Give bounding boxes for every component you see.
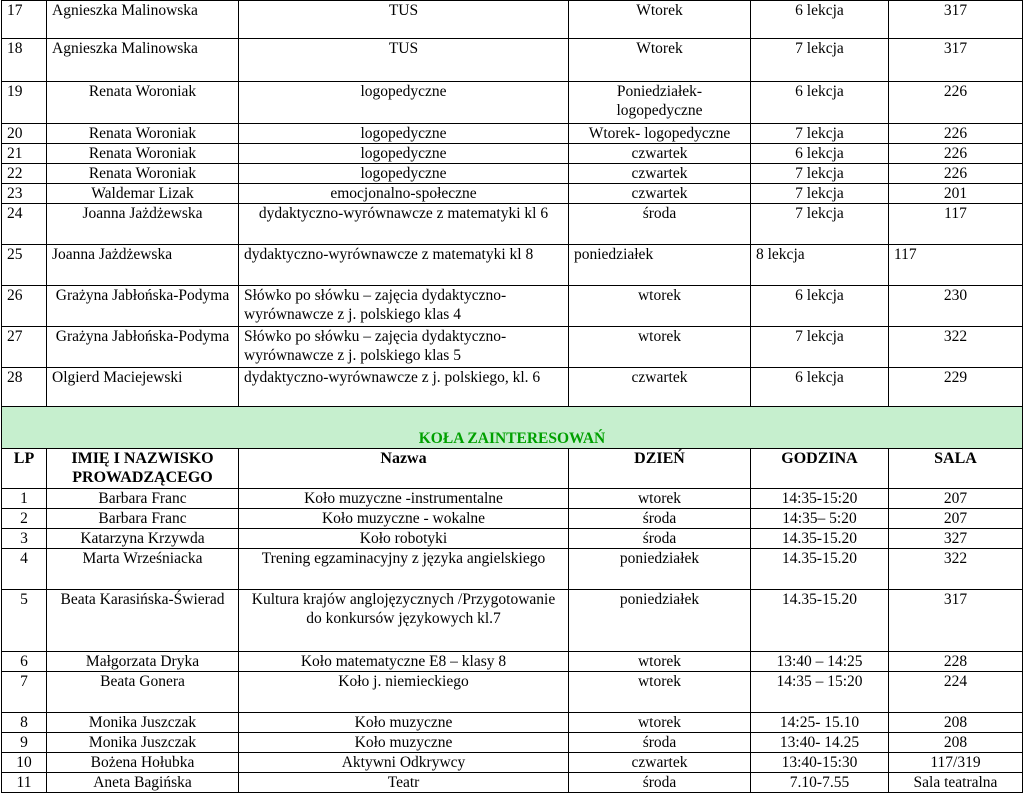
cell-time: 6 lekcja [751, 368, 889, 407]
cell-lp: 9 [2, 733, 47, 753]
cell-room: 226 [889, 124, 1023, 144]
cell-subject: Koło muzyczne -instrumentalne [239, 489, 569, 509]
cell-lp: 2 [2, 509, 47, 529]
cell-lp: 28 [2, 368, 47, 407]
cell-day: wtorek [569, 672, 751, 713]
table-row [2, 509, 1023, 529]
cell-time: 14:35-15:20 [751, 489, 889, 509]
cell-room: 208 [889, 713, 1023, 733]
cell-time: 7 lekcja [751, 124, 889, 144]
table-row [2, 753, 1023, 773]
cell-name: Renata Woroniak [47, 144, 239, 164]
cell-name: Grażyna Jabłońska-Podyma [47, 286, 239, 327]
cell-day: Wtorek- logopedyczne [569, 124, 751, 144]
cell-time: 13:40 – 14:25 [751, 652, 889, 672]
cell-lp: 5 [2, 590, 47, 652]
table-row [2, 39, 1023, 82]
section-header-row [2, 407, 1023, 449]
table-row [2, 245, 1023, 286]
cell-name: Grażyna Jabłońska-Podyma [47, 327, 239, 368]
cell-name: Renata Woroniak [47, 124, 239, 144]
cell-subject: Koło robotyki [239, 529, 569, 549]
cell-day: poniedziałek [569, 245, 751, 286]
cell-name: Bożena Hołubka [47, 753, 239, 773]
cell-day: czwartek [569, 184, 751, 204]
cell-subject: dydaktyczno-wyrównawcze z j. polskiego, kl. 6 [239, 368, 569, 407]
cell-day: wtorek [569, 713, 751, 733]
cell-lp: 8 [2, 713, 47, 733]
cell-room: 226 [889, 144, 1023, 164]
cell-name: Katarzyna Krzywda [47, 529, 239, 549]
header-time: GODZINA [751, 449, 889, 489]
cell-subject: TUS [239, 39, 569, 82]
cell-lp: 18 [2, 39, 47, 82]
cell-name: Renata Woroniak [47, 164, 239, 184]
cell-subject: logopedyczne [239, 164, 569, 184]
cell-lp: 3 [2, 529, 47, 549]
cell-subject: dydaktyczno-wyrównawcze z matematyki kl 8 [239, 245, 569, 286]
cell-name: Barbara Franc [47, 509, 239, 529]
table-row [2, 672, 1023, 713]
cell-name: Małgorzata Dryka [47, 652, 239, 672]
cell-day: środa [569, 733, 751, 753]
cell-time: 13:40-15:30 [751, 753, 889, 773]
cell-lp: 26 [2, 286, 47, 327]
cell-subject: Trening egzaminacyjny z języka angielskiego [239, 549, 569, 590]
cell-time: 14.35-15.20 [751, 549, 889, 590]
cell-room: 317 [889, 1, 1023, 39]
cell-day: czwartek [569, 144, 751, 164]
cell-time: 7 lekcja [751, 204, 889, 245]
cell-name: Barbara Franc [47, 489, 239, 509]
table-row [2, 184, 1023, 204]
cell-lp: 19 [2, 82, 47, 124]
cell-room: Sala teatralna [889, 773, 1023, 793]
cell-day: czwartek [569, 164, 751, 184]
cell-subject: logopedyczne [239, 144, 569, 164]
schedule-table [1, 0, 1023, 793]
cell-time: 8 lekcja [751, 245, 889, 286]
cell-subject: Słówko po słówku – zajęcia dydaktyczno-wyrównawcze z j. polskiego klas 5 [239, 327, 569, 368]
cell-room: 207 [889, 489, 1023, 509]
cell-lp: 4 [2, 549, 47, 590]
table-row [2, 529, 1023, 549]
cell-name: Olgierd Maciejewski [47, 368, 239, 407]
cell-subject: Słówko po słówku – zajęcia dydaktyczno-wyrównawcze z j. polskiego klas 4 [239, 286, 569, 327]
cell-name: Aneta Bagińska [47, 773, 239, 793]
cell-lp: 23 [2, 184, 47, 204]
cell-time: 6 lekcja [751, 82, 889, 124]
cell-room: 230 [889, 286, 1023, 327]
table-row [2, 368, 1023, 407]
cell-subject: Aktywni Odkrywcy [239, 753, 569, 773]
cell-name: Agnieszka Malinowska [47, 39, 239, 82]
cell-subject: Kultura krajów anglojęzycznych /Przygotowanie do konkursów językowych kl.7 [239, 590, 569, 652]
cell-time: 7 lekcja [751, 39, 889, 82]
cell-lp: 10 [2, 753, 47, 773]
cell-lp: 7 [2, 672, 47, 713]
cell-subject: Koło matematyczne E8 – klasy 8 [239, 652, 569, 672]
header-lp: LP [2, 449, 47, 489]
cell-room: 322 [889, 327, 1023, 368]
cell-day: środa [569, 773, 751, 793]
cell-time: 7 lekcja [751, 184, 889, 204]
cell-room: 322 [889, 549, 1023, 590]
cell-time: 14:25- 15.10 [751, 713, 889, 733]
table-row [2, 733, 1023, 753]
cell-room: 317 [889, 39, 1023, 82]
cell-subject: Koło muzyczne [239, 733, 569, 753]
header-name: IMIĘ I NAZWISKO PROWADZĄCEGO [47, 449, 239, 489]
cell-day: czwartek [569, 368, 751, 407]
bottom-rows [2, 489, 1023, 793]
cell-day: wtorek [569, 286, 751, 327]
table-row [2, 286, 1023, 327]
cell-lp: 27 [2, 327, 47, 368]
cell-subject: logopedyczne [239, 124, 569, 144]
cell-lp: 20 [2, 124, 47, 144]
header-room: SALA [889, 449, 1023, 489]
cell-name: Marta Wrześniacka [47, 549, 239, 590]
cell-day: wtorek [569, 489, 751, 509]
cell-room: 228 [889, 652, 1023, 672]
cell-name: Joanna Jażdżewska [47, 245, 239, 286]
table-row [2, 773, 1023, 793]
cell-room: 224 [889, 672, 1023, 713]
cell-subject: TUS [239, 1, 569, 39]
cell-time: 14.35-15.20 [751, 529, 889, 549]
cell-subject: Teatr [239, 773, 569, 793]
cell-lp: 17 [2, 1, 47, 39]
cell-day: środa [569, 509, 751, 529]
cell-subject: Koło j. niemieckiego [239, 672, 569, 713]
cell-time: 6 lekcja [751, 286, 889, 327]
cell-day: środa [569, 529, 751, 549]
table-row [2, 713, 1023, 733]
cell-room: 226 [889, 164, 1023, 184]
cell-day: Poniedziałek- logopedyczne [569, 82, 751, 124]
cell-room: 117 [889, 204, 1023, 245]
cell-lp: 21 [2, 144, 47, 164]
table-row [2, 652, 1023, 672]
table-row [2, 327, 1023, 368]
cell-day: Wtorek [569, 1, 751, 39]
cell-name: Beata Karasińska-Świerad [47, 590, 239, 652]
cell-day: poniedziałek [569, 590, 751, 652]
header-day: DZIEŃ [569, 449, 751, 489]
cell-name: Monika Juszczak [47, 713, 239, 733]
cell-subject: logopedyczne [239, 82, 569, 124]
cell-room: 229 [889, 368, 1023, 407]
table-row [2, 144, 1023, 164]
table-row [2, 1, 1023, 39]
cell-time: 7 lekcja [751, 164, 889, 184]
cell-name: Waldemar Lizak [47, 184, 239, 204]
cell-lp: 11 [2, 773, 47, 793]
cell-name: Joanna Jażdżewska [47, 204, 239, 245]
cell-room: 201 [889, 184, 1023, 204]
cell-name: Agnieszka Malinowska [47, 1, 239, 39]
cell-time: 7 lekcja [751, 327, 889, 368]
cell-subject: emocjonalno-społeczne [239, 184, 569, 204]
table-row [2, 124, 1023, 144]
cell-subject: Koło muzyczne - wokalne [239, 509, 569, 529]
column-header-row [2, 449, 1023, 489]
cell-time: 6 lekcja [751, 1, 889, 39]
cell-lp: 6 [2, 652, 47, 672]
cell-lp: 22 [2, 164, 47, 184]
section-title: KOŁA ZAINTERESOWAŃ [2, 407, 1023, 449]
cell-name: Monika Juszczak [47, 733, 239, 753]
cell-time: 6 lekcja [751, 144, 889, 164]
cell-lp: 25 [2, 245, 47, 286]
cell-room: 327 [889, 529, 1023, 549]
table-row [2, 549, 1023, 590]
cell-room: 317 [889, 590, 1023, 652]
cell-day: środa [569, 204, 751, 245]
header-subject: Nazwa [239, 449, 569, 489]
cell-name: Renata Woroniak [47, 82, 239, 124]
cell-room: 207 [889, 509, 1023, 529]
cell-room: 208 [889, 733, 1023, 753]
cell-subject: Koło muzyczne [239, 713, 569, 733]
cell-lp: 24 [2, 204, 47, 245]
cell-lp: 1 [2, 489, 47, 509]
table-row [2, 204, 1023, 245]
cell-name: Beata Gonera [47, 672, 239, 713]
cell-time: 14.35-15.20 [751, 590, 889, 652]
cell-room: 117 [889, 245, 1023, 286]
cell-time: 7.10-7.55 [751, 773, 889, 793]
cell-day: wtorek [569, 652, 751, 672]
cell-subject: dydaktyczno-wyrównawcze z matematyki kl 6 [239, 204, 569, 245]
cell-day: poniedziałek [569, 549, 751, 590]
cell-time: 14:35– 5:20 [751, 509, 889, 529]
top-rows [2, 1, 1023, 407]
cell-room: 117/319 [889, 753, 1023, 773]
cell-time: 13:40- 14.25 [751, 733, 889, 753]
cell-day: czwartek [569, 753, 751, 773]
table-row [2, 590, 1023, 652]
cell-day: Wtorek [569, 39, 751, 82]
table-row [2, 164, 1023, 184]
table-row [2, 82, 1023, 124]
table-row [2, 489, 1023, 509]
cell-time: 14:35 – 15:20 [751, 672, 889, 713]
cell-room: 226 [889, 82, 1023, 124]
cell-day: wtorek [569, 327, 751, 368]
